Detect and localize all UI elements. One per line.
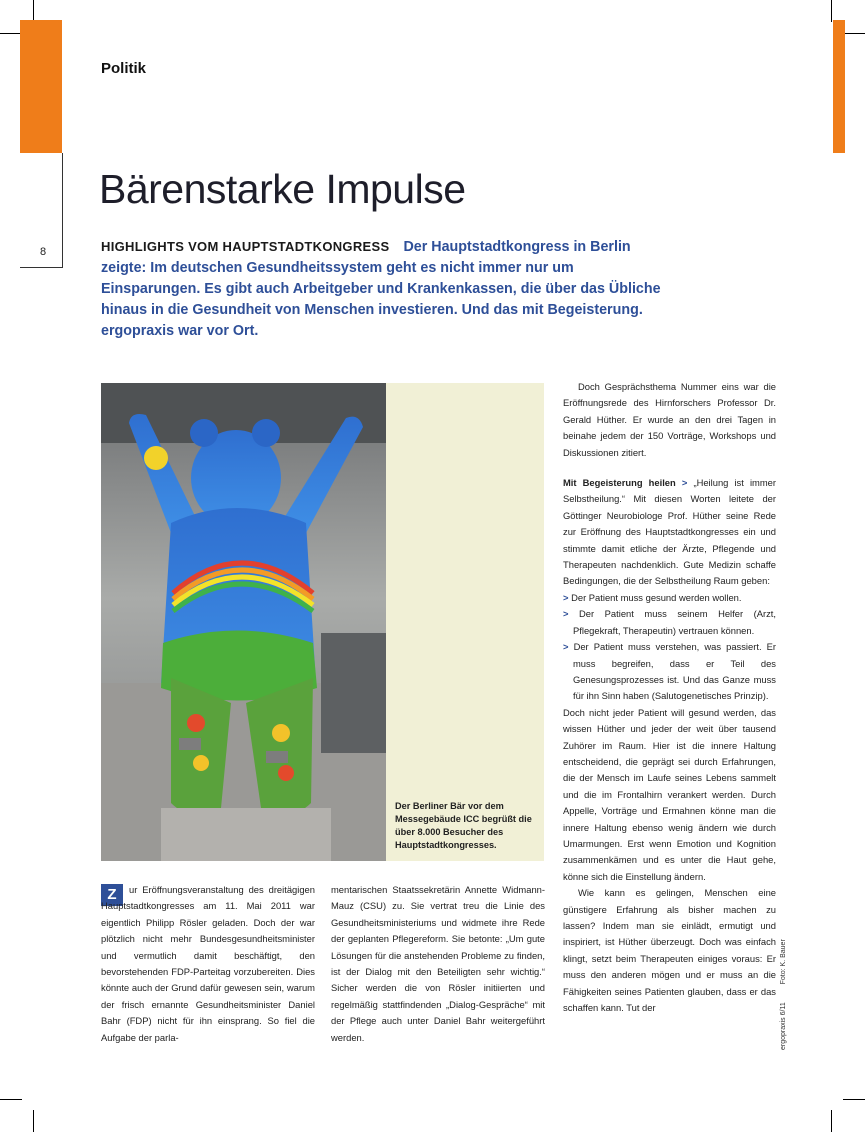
bullet-item: > Der Patient muss seinem Helfer (Arzt, Pflegekraft, Therapeutin) vertrauen können.: [563, 608, 777, 636]
bullet-arrow-icon: >: [563, 591, 569, 603]
column-3: [563, 379, 776, 1016]
bullet-arrow-icon: >: [563, 608, 569, 620]
crop-mark: [33, 0, 34, 22]
col3-paragraph-2: [563, 475, 776, 590]
col2-text: mentarischen Staatssekretärin Annette Widmann-Mauz (CSU) zu. Sie vertrat treu die Linie des Gesundheitsministeriums und widmete ihre Rede der geplanten Pflegereform. Sie betonte: „Um gute Lösungen für die anstehenden Probleme zu finden, ist der Dialog mit den Beteiligten sehr wichtig.“ Sicher werden die von Rösler initiierten und regelmäßig stattfindenden „Dialog-Gespräche“ mit der Pflege auch unter Daniel Bahr weitergeführt werden.: [331, 884, 545, 1043]
bullet-item: > Der Patient muss verstehen, was passiert. Er muss begreifen, dass er Teil des Genesungsprozesses ist. Und das Ganze muss für ihn Sinn haben (Salutogenetisches Prinzip).: [563, 641, 777, 702]
photo-credit: Foto: K. Bauer: [780, 939, 787, 985]
subheading: Mit Begeisterung heilen: [563, 477, 676, 489]
journal-issue: ergopraxis 6/11: [780, 1002, 787, 1050]
col3-paragraph-2-text: „Heilung ist immer Selbstheilung.“ Mit diesen Worten leitete der Göttinger Neurobiologe Prof. Hüther seine Rede zur Eröffnung des Hauptstadtkongresses ein und stimmte damit etliche der Ärzte, Pflegende und Therapeuten nachdenklich. Gute Medizin schaffe Bedingungen, die der Selbstheilung Raum geben:: [563, 477, 776, 587]
crop-mark: [843, 1099, 865, 1100]
col3-paragraph-3: Doch nicht jeder Patient will gesund werden, das wissen Hüther und jeder der weit über tausend Zuhörer im Raum. Hier ist die innere Haltung entscheidend, die geprägt sei durch Erfahrungen, die der Mensch im Laufe seines Lebens sammelt und die im Frontalhirn verankert werden. Durch Appelle, Vorträge und Ermahnen könne man die innere Haltung ebenso wenig ändern wie durch Umarmungen. Erst wenn Emotion und Kognition zusammenkämen und es unter die Haut gehe, könne sich die Einstellung ändern.: [563, 706, 776, 882]
orange-tab-right: [833, 20, 845, 153]
crop-mark: [831, 0, 832, 22]
drop-cap: Z: [101, 884, 123, 906]
section-label: Politik: [101, 60, 147, 77]
lead-paragraph: [101, 236, 671, 342]
crop-mark: [843, 33, 865, 34]
crop-mark: [33, 1110, 34, 1132]
pagenum-underline: [20, 267, 63, 268]
crop-mark: [0, 1099, 22, 1100]
bear-photo: [101, 383, 386, 861]
column-1: [101, 882, 315, 1046]
lead-text: Der Hauptstadtkongress in Berlin zeigte: Im deutschen Gesundheitssystem geht es nicht immer nur um Einsparungen. Es gibt auch Arbeitgeber und Krankenkassen, die über das Übliche hinaus in die Gesundheit von Menschen investieren. Und das mit Begeisterung. ergopraxis war vor Ort.: [101, 239, 661, 339]
bullet-arrow-icon: >: [563, 641, 569, 653]
headline: Bärenstarke Impulse: [99, 166, 466, 212]
lead-kicker: HIGHLIGHTS VOM HAUPTSTADTKONGRESS: [101, 239, 390, 254]
page-number: 8: [40, 246, 47, 258]
bullet-item: > Der Patient muss gesund werden wollen.: [563, 591, 742, 603]
caption-box: [386, 383, 544, 861]
berlin-bear-sculpture-icon: [101, 383, 386, 861]
crop-mark: [0, 33, 22, 34]
margin-footer: [780, 939, 787, 1050]
col3-paragraph-4: Wie kann es gelingen, Menschen eine günstigere Erfahrung als bisher machen zu lassen? Indem man sie einlädt, ermutigt und inspiriert, ist Hüther überzeugt. Doch was einfach klingt, setzt beim Therapeuten einiges voraus: Er muss den anderen mögen und er muss an die Fähigkeiten seines Patienten glauben, dass er das schaffen kann. Tut der: [563, 887, 776, 1014]
col3-paragraph-1: Doch Gesprächsthema Nummer eins war die Eröffnungsrede des Hirnforschers Professor Dr. Gerald Hüther. Er wurde an den drei Tagen in beinahe jedem der 150 Vorträge, Workshops und Diskussionen zitiert.: [563, 381, 776, 458]
arrow-icon: >: [681, 477, 688, 489]
column-2: [331, 882, 545, 1046]
orange-tab-left: [20, 20, 62, 153]
crop-mark: [831, 1110, 832, 1132]
pagenum-rule: [62, 153, 63, 267]
photo-caption: Der Berliner Bär vor dem Messegebäude ICC begrüßt die über 8.000 Besucher des Hauptstadtkongresses.: [395, 801, 532, 850]
col1-text: ur Eröffnungsveranstaltung des dreitägigen Hauptstadtkongresses am 11. Mai 2011 war eigentlich Philipp Rösler geladen. Doch der war plötzlich nicht mehr Bundesgesundheitsminister und vermutlich damit beschäftigt, den bevorstehenden FDP-Parteitag vorzubereiten. Dies könnte auch der Grund dafür gewesen sein, warum der frisch ernannte Gesundheitsminister Daniel Bahr (FDP) nicht für ihn einsprang. So fiel die Aufgabe der parla-: [101, 884, 315, 1043]
